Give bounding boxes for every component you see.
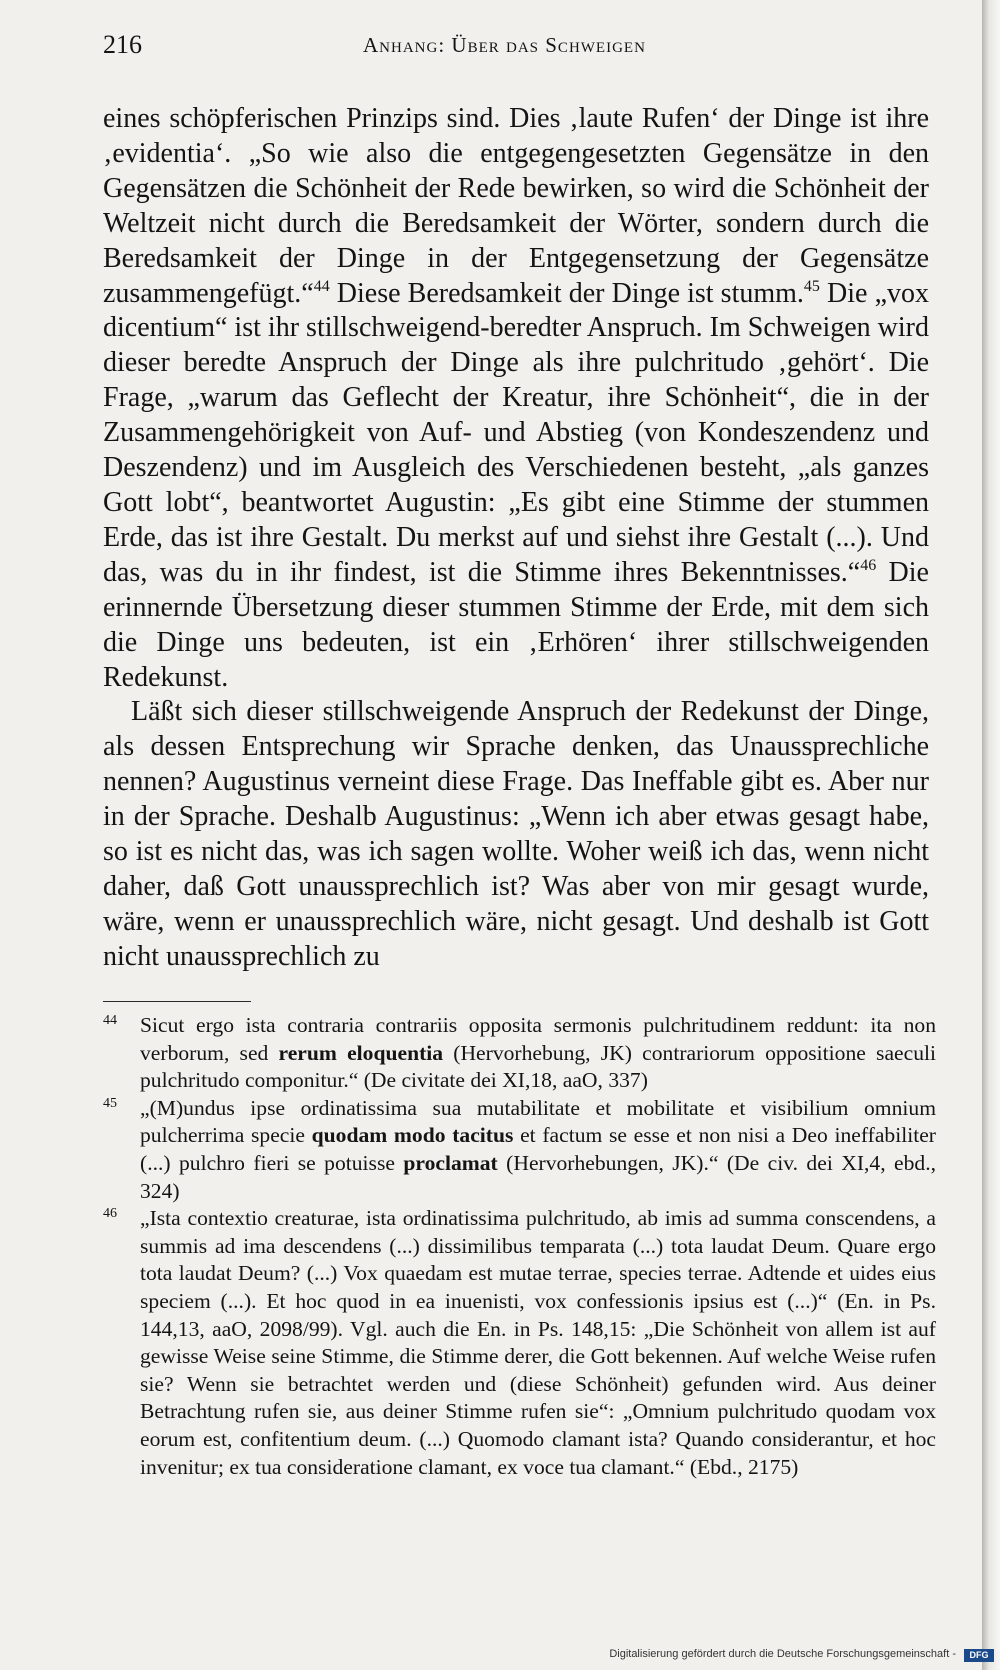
footnote-text: (Hervorhebungen, JK).“ (De civ. dei XI,4, ebd., 324)	[140, 1150, 937, 1203]
paragraph-1-part-2: Diese Beredsamkeit der Dinge ist stumm.	[329, 277, 804, 309]
footnote-text: Sicut ergo ista contraria contrariis opposita sermonis pulchritudinem reddunt: ita non verborum, sed	[140, 1013, 936, 1065]
footnote-emphasis: quodam modo tacitus	[311, 1123, 514, 1148]
footnote-text: „(M)undus ipse ordinatissima sua mutabilitate et mobilitate et visibilium omnium pulcherrima specie	[140, 1095, 936, 1148]
footnote-44	[103, 1012, 936, 1095]
footnote-number: 46	[103, 1206, 117, 1222]
footnote-text: „Ista contextio creaturae, ista ordinatissima pulchritudo, ab imis ad summa conscendens, a summis ad ima descendens (...) dissimilibus temparata (...) tota laudat Deum. Quare ergo tota laudat Deum? (...) Vox quaedam est mutae terrae, species terrae. Adtende et uides eius speciem (...). Et hoc quod in ea inuenisti, vox confessionis ipsius est (...)“ (En. in Ps. 144,13, aaO, 2098/99). Vgl. auch die En. in Ps. 148,15: „Die Schönheit von allem ist auf gewisse Weise seine Stimme, die Stimme derer, die Gott bekennen. Auf welche Weise rufen sie? Wenn sie betrachtet werden und (diese Schönheit) gefunden wird. Aus deiner Betrachtung rufen sie, aus deiner Stimme rufen sie“: „Omnium pulchritudo quodam vox eorum est, confitentium deum. (...) Quomodo clamant ista? Quando considerantur, et hoc invenitur; ex tua consideratione clamant, ex voce tua clamant.“ (Ebd., 2175)	[140, 1206, 936, 1479]
footnote-ref-46: 46	[860, 556, 877, 574]
paragraph-1-part-3: Die „vox dicentium“ ist ihr stillschweigend-beredter Anspruch. Im Schweigen wird dieser beredte Anspruch der Dinge als ihre pulchritudo ‚gehört‘. Die Frage, „warum das Geflecht der Kreatur, ihre Schönheit“, die in der Zusammengehörigkeit von Auf- und Abstieg (von Kondeszendenz und Deszendenz) und im Ausgleich des Verschiedenen besteht, „als ganzes Gott lobt“, beantwortet Augustin: „Es gibt eine Stimme der stummen Erde, das ist ihre Gestalt. Du merkst auf und siehst ihre Gestalt (...). Und das, was du in ihr findest, ist die Stimme ihres Bekenntnisses.“	[103, 277, 929, 588]
footnote-emphasis: rerum eloquentia	[278, 1040, 444, 1065]
page-number: 216	[103, 30, 142, 59]
page-header	[103, 30, 938, 66]
paragraph-1-part-4: Die erinnernde Übersetzung dieser stummen Stimme der Erde, mit dem sich die Dinge uns bedeuten, ist ein ‚Erhören‘ ihrer stillschweigenden Redekunst.	[103, 556, 929, 693]
footnotes	[103, 1012, 936, 1481]
running-title: Anhang: Über das Schweigen	[363, 33, 646, 57]
footnote-text: et factum se esse et non nisi a Deo ineffabiliter (...) pulchro fieri se potuisse	[140, 1123, 936, 1175]
footnote-number: 44	[103, 1013, 117, 1028]
footnote-45	[103, 1095, 936, 1205]
paragraph-2: Läßt sich dieser stillschweigende Anspruch der Redekunst der Dinge, als dessen Entsprechung wir Sprache denken, das Unaussprechliche nennen? Augustinus verneint diese Frage. Das Ineffable gibt es. Aber nur in der Sprache. Deshalb Augustinus: „Wenn ich aber etwas gesagt habe, so ist es nicht das, was ich sagen wollte. Woher weiß ich das, wenn nicht daher, daß Gott unaussprechlich ist? Was aber von mir gesagt wurde, wäre, wenn er unaussprechlich wäre, nicht gesagt. Und deshalb ist Gott nicht unaussprechlich zu	[103, 696, 929, 972]
digitization-notice: Digitalisierung gefördert durch die Deutsche Forschungsgemeinschaft -	[609, 1648, 956, 1660]
footnote-number: 45	[103, 1095, 117, 1111]
footnote-46	[103, 1205, 936, 1481]
footnote-ref-45: 45	[803, 277, 820, 295]
footnote-text: (Hervorhebung, JK) contrariorum oppositione saeculi pulchritudo componitur.“ (De civitate dei XI,18, aaO, 337)	[140, 1040, 936, 1093]
main-text	[103, 102, 929, 975]
footnote-ref-44: 44	[313, 277, 330, 295]
paragraph-1-part-1: eines schöpferischen Prinzips sind. Dies ‚laute Rufen‘ der Dinge ist ihre ‚evidentia‘. „So wie also die entgegengesetzten Gegensätze in den Gegensätzen die Schönheit der Rede bewirken, so wird die Schönheit der Weltzeit nicht durch die Beredsamkeit der Wörter, sondern durch die Beredsamkeit der Dinge in der Entgegensetzung der Gegensätze zusammengefügt.“	[103, 103, 929, 309]
paragraph-1	[103, 102, 929, 695]
dfg-logo: DFG	[964, 1649, 994, 1662]
footnote-emphasis: proclamat	[403, 1150, 498, 1175]
footnote-separator	[103, 1001, 251, 1002]
page-edge	[982, 0, 1000, 1670]
